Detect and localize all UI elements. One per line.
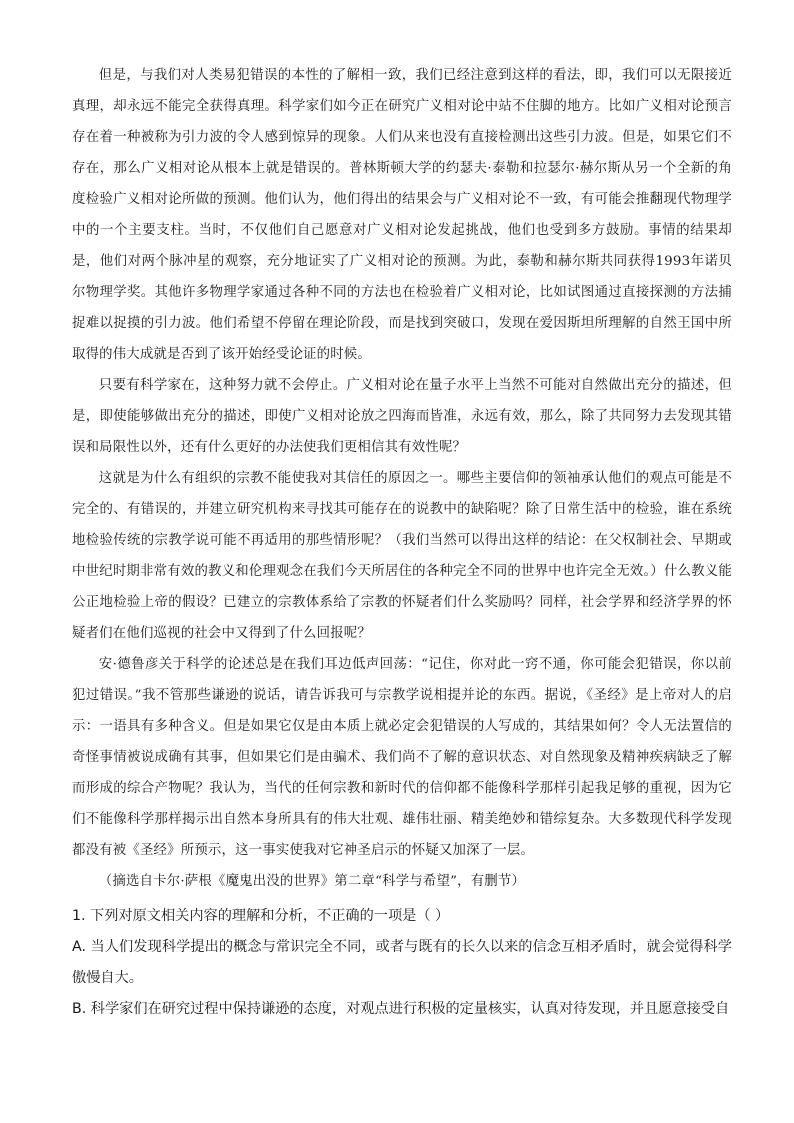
- reading-passage: [72, 60, 732, 897]
- passage-paragraph-2: 只要有科学家在，这种努力就不会停止。广义相对论在量子水平上当然不可能对自然做出充分的描述，但是，即使能够做出充分的描述，即使广义相对论放之四海而皆准，永远有效，那么，除了共同努力去发现其错误和局限性以外，还有什么更好的办法使我们更相信其有效性呢？: [72, 378, 732, 455]
- passage-paragraph-4: 安·德鲁彦关于科学的论述总是在我们耳边低声回荡：“记住，你对此一窍不通，你可能会犯错误，你以前犯过错误。”我不管那些谦逊的说话，请告诉我可与宗教学说相提并论的东西。据说，《圣经》是上帝对人的启示：一语具有多种含义。但是如果它仅是由本质上就必定会犯错误的人写成的，其结果如何？令人无法置信的奇怪事情被说成确有其事，但如果它们是由骗术、我们尚不了解的意识状态、对自然现象及精神疾病缺乏了解而形成的综合产物呢？我认为，当代的任何宗教和新时代的信仰都不能像科学那样引起我足够的重视，因为它们不能像科学那样揭示出自然本身所具有的伟大壮观、雄伟壮丽、精美绝妙和错综复杂。大多数现代科学发现都没有被《圣经》所预示，这一事实使我对它神圣启示的怀疑又加深了一层。: [72, 657, 732, 858]
- passage-paragraph-3: 这就是为什么有组织的宗教不能使我对其信任的原因之一。哪些主要信仰的领袖承认他们的观点可能是不完全的、有错误的，并建立研究机构来寻找其可能存在的说教中的缺陷呢？除了日常生活中的检验，谁在系统地检验传统的宗教学说可能不再适用的那些情形呢？（我们当然可以得出这样的结论：在父权制社会、早期或中世纪时期非常有效的教义和伦理观念在我们今天所居住的各种完全不同的世界中也许完全无效。）什么教义能公正地检验上帝的假设？已建立的宗教体系给了宗教的怀疑者们什么奖励吗？同样，社会学界和经济学界的怀疑者们在他们巡视的社会中又得到了什么回报呢？: [72, 471, 732, 641]
- question-block: [72, 901, 732, 1025]
- question-option-a: A. 当人们发现科学提出的概念与常识完全不同，或者与既有的长久以来的信念互相矛盾时，就会觉得科学傲慢自大。: [72, 939, 732, 986]
- passage-paragraph-1: 但是，与我们对人类易犯错误的本性的了解相一致，我们已经注意到这样的看法，即，我们可以无限接近真理，却永远不能完全获得真理。科学家们如今正在研究广义相对论中站不住脚的地方。比如广义相对论预言存在着一种被称为引力波的令人感到惊异的现象。人们从来也没有直接检测出这些引力波。但是，如果它们不存在，那么广义相对论从根本上就是错误的。普林斯顿大学的约瑟夫·泰勒和拉瑟尔·赫尔斯从另一个全新的角度检验广义相对论所做的预测。他们认为，他们得出的结果会与广义相对论不一致，有可能会推翻现代物理学中的一个主要支柱。当时，不仅他们自己愿意对广义相对论发起挑战，他们也受到多方鼓励。事情的结果却是，他们对两个脉冲星的观察，充分地证实了广义相对论的预测。为此，泰勒和赫尔斯共同获得1993年诺贝尔物理学奖。其他许多物理学家通过各种不同的方法也在检验着广义相对论，比如试图通过直接探测的方法捕捉难以捉摸的引力波。他们希望不停留在理论阶段，而是找到突破口，发现在爱因斯坦所理解的自然王国中所取得的伟大成就是否到了该开始经受论证的时候。: [72, 68, 732, 362]
- passage-source-citation: （摘选自卡尔·萨根《魔鬼出没的世界》第二章“科学与希望”，有删节）: [98, 874, 526, 889]
- question-stem: 1. 下列对原文相关内容的理解和分析，不正确的一项是（ ）: [72, 908, 450, 924]
- question-option-b: B. 科学家们在研究过程中保持谦逊的态度，对观点进行积极的定量核实，认真对待发现，并且愿意接受自: [72, 1001, 730, 1017]
- document-page: [72, 60, 732, 1025]
